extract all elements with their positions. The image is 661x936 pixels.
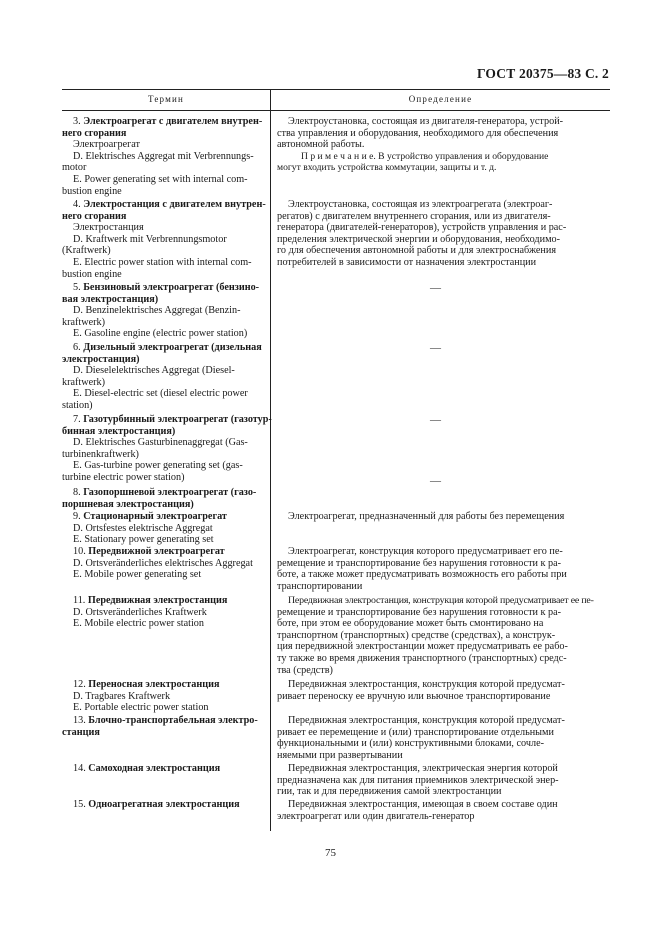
term-entry-12: 12. Переносная электростанция D. Tragbares Kraftwerk E. Portable electric power station bbox=[73, 679, 220, 714]
page-number: 75 bbox=[325, 847, 336, 859]
definition-8-dash: — bbox=[430, 475, 441, 487]
term-entry-3: 3. Электроагрегат с двигателем внутрен- него сгорания Электроагрегат D. Elektrisches Aggregat mit Verbrennungs- motor E. Power generating set with internal com- bustion engine bbox=[62, 116, 263, 197]
definition-4: Электроустановка, состоящая из электроагрегата (электроаг- регатов) с двигателем внутреннего сгорания, или из двигателя- генератора (двигателей-генераторов), устройств управления и рас- пределения электрической энергии и оборудования, необходимо- го для обеспечения автономной работы и для электроснабжения потребителей в зависимости от назначения электростанции bbox=[277, 199, 567, 268]
definition-13: Передвижная электростанция, конструкция которой предусмат- ривает ее перемещение и (или) транспортирование отдельными функциональными и (или) конструктивными блоками, сочле- няемыми при развертывании bbox=[277, 715, 565, 761]
term-entry-5: 5. Бензиновый электроагрегат (бензино- вая электростанция) D. Benzinelektrisches Aggregat (Benzin- kraftwerk) E. Gasoline engine (electric power station) bbox=[62, 282, 260, 340]
column-header-definition: Определение bbox=[408, 94, 473, 104]
definition-11: Передвижная электростанция, конструкция которой предусматривает ее пе- ремещение и транспортирование без нарушения готовности к ра- боте, при этом ее оборудование может быть смонтировано на транспортном (транспортных) средстве (средствах), а конструк- ция передвижной электростанции может предусматривать ее рабо- ту также во время движения транспортного (транспортных) средс- тва (средств) bbox=[277, 595, 594, 676]
term-entry-8: 8. Газопоршневой электроагрегат (газо- поршневая электростанция) bbox=[62, 487, 257, 510]
column-header-term: Термин bbox=[147, 94, 185, 104]
term-entry-4: 4. Электростанция с двигателем внутрен- него сгорания Электростанция D. Kraftwerk mit Verbrennungsmotor (Kraftwerk) E. Electric power station with internal com- bustion engine bbox=[62, 199, 266, 280]
term-entry-7: 7. Газотурбинный электроагрегат (газотур- бинная электростанция) D. Elektrisches Gasturbinenaggregat (Gas- turbinenkraftwerk) E. Gas-turbine power generating set (gas- turbine electric power station) bbox=[62, 414, 272, 483]
definition-14: Передвижная электростанция, электрическая энергия которой предназначена как для питания приемников электрической энер- гии, так и для передвижения самой электростанции bbox=[277, 763, 559, 798]
term-entry-10: 10. Передвижной электроагрегат D. Ortsveränderliches elektrisches Aggregat E. Mobile power generating set bbox=[73, 546, 253, 581]
page-header-title: ГОСТ 20375—83 С. 2 bbox=[476, 66, 609, 81]
definition-15: Передвижная электростанция, имеющая в своем составе один электроагрегат или один двигатель-генератор bbox=[277, 799, 558, 822]
term-entry-14: 14. Самоходная электростанция bbox=[73, 763, 221, 774]
definition-5-dash: — bbox=[430, 282, 441, 294]
table-top-rule bbox=[62, 89, 610, 90]
column-divider bbox=[270, 89, 271, 831]
term-entry-9: 9. Стационарный электроагрегат D. Ortsfestes elektrische Aggregat E. Stationary power generating set bbox=[73, 511, 227, 546]
term-entry-11: 11. Передвижная электростанция D. Ortsveränderliches Kraftwerk E. Mobile electric power station bbox=[73, 595, 228, 630]
definition-9: Электроагрегат, предназначенный для работы без перемещения bbox=[288, 511, 565, 522]
term-entry-13: 13. Блочно-транспортабельная электро- станция bbox=[62, 715, 258, 738]
term-entry-15: 15. Одноагрегатная электростанция bbox=[73, 799, 240, 810]
table-header-rule bbox=[62, 110, 610, 111]
definition-7-dash: — bbox=[430, 414, 441, 426]
definition-12: Передвижная электростанция, конструкция которой предусмат- ривает переноску ее вручную или вьючное транспортирование bbox=[277, 679, 565, 702]
term-entry-6: 6. Дизельный электроагрегат (дизельная электростанция) D. Dieselelektrisches Aggregat (Diesel- kraftwerk) E. Diesel-electric set (diesel electric power station) bbox=[62, 342, 262, 411]
definition-6-dash: — bbox=[430, 342, 441, 354]
definition-10: Электроагрегат, конструкция которого предусматривает его пе- ремещение и транспортирование без нарушения готовности к ра- боте, а также может предусматривать возможность его работы при транспортировании bbox=[277, 546, 567, 592]
definition-3: Электроустановка, состоящая из двигателя-генератора, устрой- ства управления и оборудования, необходимого для обеспечения автономной работы. П р и м е ч а н и е. В устройство управления и оборудование могут входить устройства коммутации, защиты и т. д. bbox=[277, 116, 564, 174]
